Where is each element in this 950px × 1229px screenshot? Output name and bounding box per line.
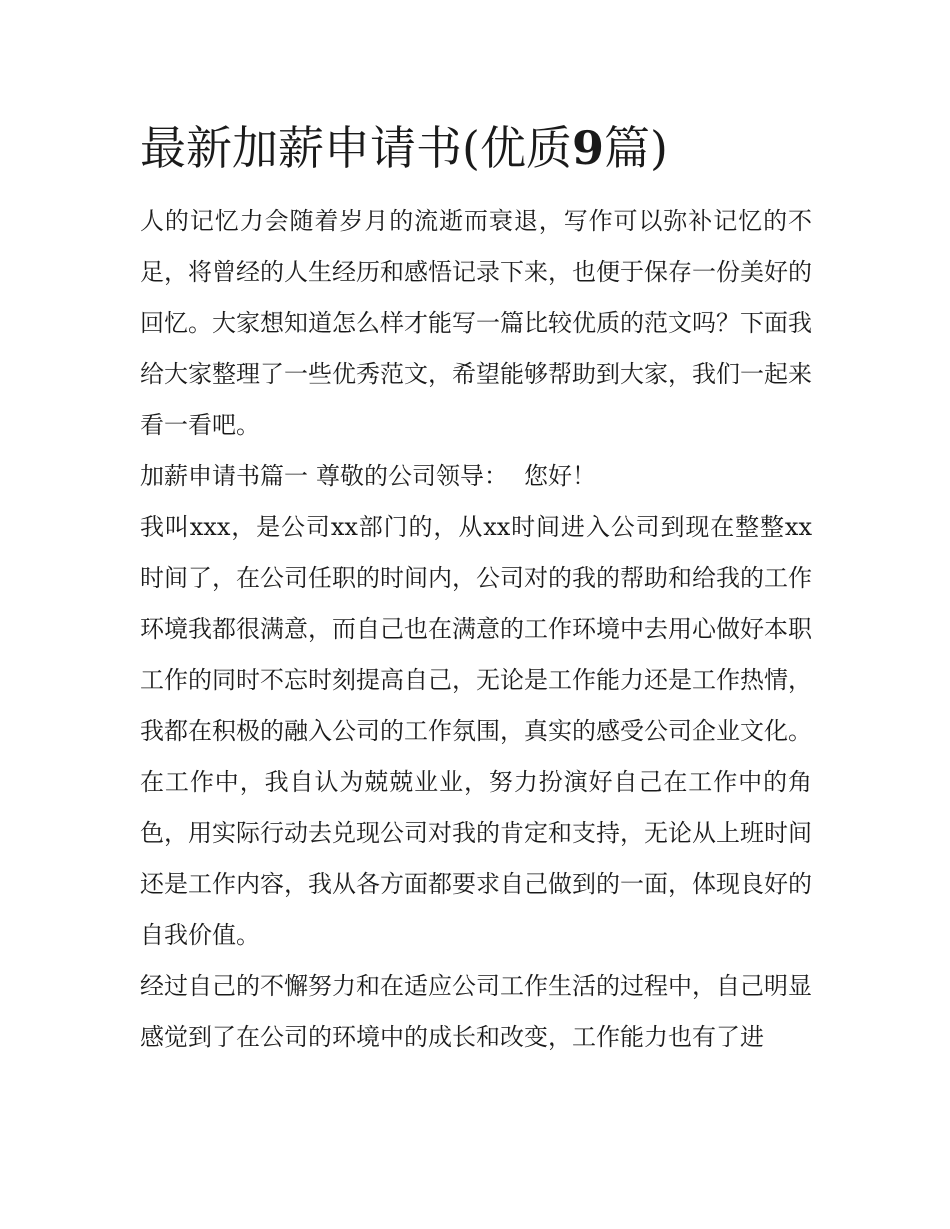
title-number: 9 <box>571 121 604 175</box>
section-heading: 加薪申请书篇一 <box>140 462 308 490</box>
body-paragraph-3: 经过自己的不懈努力和在适应公司工作生活的过程中，自己明显感觉到了在公司的环境中的成长和改变，工作能力也有了进 <box>140 972 812 1051</box>
greeting: 您好！ <box>524 462 596 490</box>
salutation: 尊敬的公司领导： <box>316 462 508 490</box>
document-title <box>140 118 668 178</box>
document-body <box>140 196 812 1063</box>
title-suffix: 篇) <box>603 121 668 175</box>
body-paragraph-2: 在工作中，我自认为兢兢业业，努力扮演好自己在工作中的角色，用实际行动去兑现公司对我的肯定和支持，无论从上班时间还是工作内容，我从各方面都要求自己做到的一面，体现良好的自我价值。 <box>140 768 812 949</box>
title-prefix: 最新加薪申请书(优质 <box>140 121 572 175</box>
salutation-line <box>140 451 812 502</box>
body-paragraph-1: 我叫xxx，是公司xx部门的，从xx时间进入公司到现在整整xx时间了，在公司任职的时间内，公司对的我的帮助和给我的工作环境我都很满意，而自己也在满意的工作环境中去用心做好本职工作的同时不忘时刻提高自己，无论是工作能力还是工作热情，我都在积极的融入公司的工作氛围，真实的感受公司企业文化。 <box>140 513 812 745</box>
intro-paragraph: 人的记忆力会随着岁月的流逝而衰退，写作可以弥补记忆的不足，将曾经的人生经历和感悟记录下来，也便于保存一份美好的回忆。大家想知道怎么样才能写一篇比较优质的范文吗？下面我给大家整理了一些优秀范文，希望能够帮助到大家，我们一起来看一看吧。 <box>140 207 812 439</box>
